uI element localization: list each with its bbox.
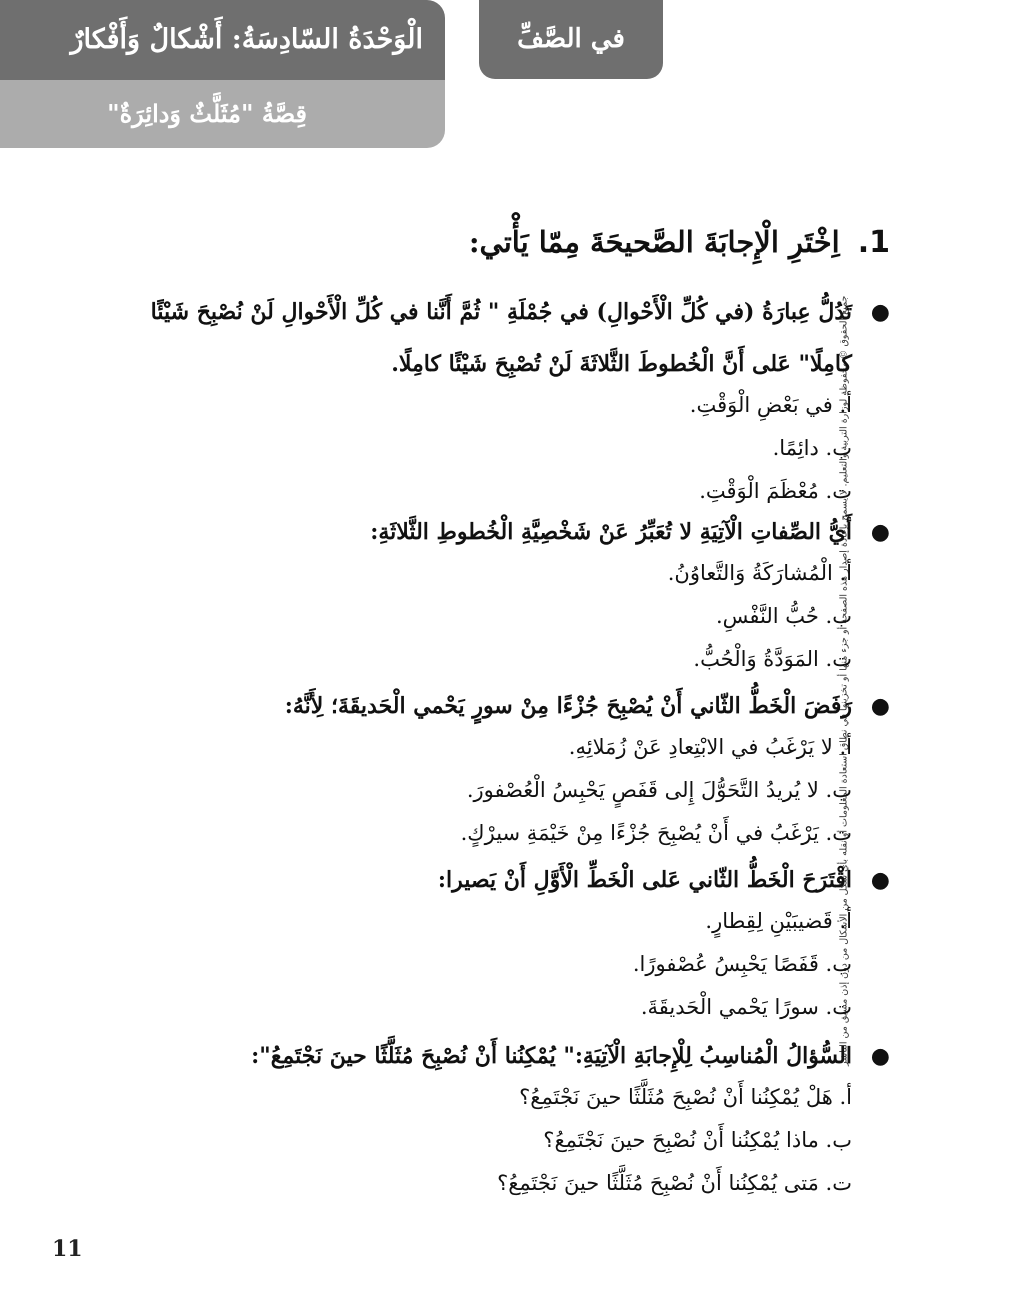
story-title-tab [0, 80, 445, 148]
mcq-item-3 [132, 686, 890, 855]
item-stem: ● أَيُّ الصِّفاتِ الْآتِيَةِ لا تُعَبِّرُ عَنْ شَخْصِيَّةِ الْخُطوطِ الثَّلاثَةِ: [132, 512, 852, 552]
item-stem: ● اقْتَرَحَ الْخَطُّ الثّاني عَلى الْخَطِّ الْأَوَّلِ أَنْ يَصيرا: [132, 860, 852, 900]
mcq-item-1 [132, 286, 890, 513]
option-c[interactable]: ت. يَرْغَبُ في أَنْ يُصْبِحَ جُزْءًا مِنْ خَيْمَةِ سيرْكٍ. [460, 821, 852, 845]
option-c[interactable]: ت. سورًا يَحْمي الْحَديقَةَ. [640, 995, 852, 1019]
option-c[interactable]: ت. مَتى يُمْكِنُنا أَنْ نُصْبِحَ مُثَلَّثًا حينَ نَجْتَمِعُ؟ [497, 1171, 852, 1195]
class-tab [479, 0, 663, 79]
question-title-text: اِخْتَرِ الْإِجابَةَ الصَّحيحَةَ مِمّا يَأْتي: [468, 225, 840, 259]
option-b[interactable]: ب. ماذا يُمْكِنُنا أَنْ نُصْبِحَ حينَ نَجْتَمِعُ؟ [543, 1128, 852, 1152]
unit-title: الْوَحْدَةُ السّادِسَةُ: أَشْكالٌ وَأَفْكارٌ [70, 24, 423, 55]
option-c[interactable]: ت. المَوَدَّةُ وَالْحُبُّ. [693, 647, 852, 671]
mcq-item-5 [132, 1036, 890, 1205]
mcq-item-2 [132, 512, 890, 681]
option-b[interactable]: ب. حُبُّ النَّفْسِ. [715, 604, 852, 628]
item-stem-line1: تَدُلُّ عِبارَةُ (في كُلِّ الْأَحْوالِ) في جُمْلَةِ " ثُمَّ أَنَّنا في كُلِّ الْأَحْوالِ لَنْ نُصْبِحَ شَيْئًا [150, 299, 852, 325]
item-stem-line2: كامِلًا" عَلى أَنَّ الْخُطوطَ الثَّلاثَةَ لَنْ تُصْبِحَ شَيْئًا كامِلًا. [391, 351, 852, 377]
bullet-icon: ● [870, 1043, 890, 1069]
page-number: 11 [52, 1236, 83, 1262]
bullet-icon: ● [870, 693, 890, 719]
item-stem: ● رَفَضَ الْخَطُّ الثّاني أَنْ يُصْبِحَ جُزْءًا مِنْ سورٍ يَحْمي الْحَديقَةَ؛ لِأَنَّهُ: [132, 686, 852, 726]
option-b[interactable]: ب. قَفَصًا يَحْبِسُ عُصْفورًا. [632, 952, 852, 976]
story-title: قِصَّةُ "مُثَلَّثٌ وَدائِرَةٌ" [107, 99, 307, 128]
unit-title-tab [0, 0, 445, 80]
option-a[interactable]: أ. هَلْ يُمْكِنُنا أَنْ نُصْبِحَ مُثَلَّثًا حينَ نَجْتَمِعُ؟ [519, 1085, 852, 1109]
option-a[interactable]: أ. قَضيبَيْنِ لِقِطارٍ. [705, 909, 852, 933]
bullet-icon: ● [870, 519, 890, 545]
copyright-note: جميع الحقوق © محفوظة لوزارة التربية والتعليم. لا يسمح بإعادة إصدار هذه الصفحة أو جزء منها أو تخزينها في نطاق استعادة المعلومات أو نقله بأي شكل من الأشكال من دون إذن مسبق من الناشر [838, 295, 850, 1066]
option-a[interactable]: أ. في بَعْضِ الْوَقْتِ. [689, 393, 852, 417]
question-number: 1. [857, 225, 890, 260]
option-b[interactable]: ب. لا يُريدُ التَّحَوُّلَ إِلى قَفَصٍ يَحْبِسُ الْعُصْفورَ. [466, 778, 852, 802]
item-stem [132, 286, 890, 390]
option-a[interactable]: أ. لا يَرْغَبُ في الابْتِعادِ عَنْ زُمَلائِهِ. [568, 735, 852, 759]
option-a[interactable]: أ. الْمُشارَكَةُ وَالتَّعاوُنُ. [667, 561, 852, 585]
option-c[interactable]: ت. مُعْظَمَ الْوَقْتِ. [699, 479, 852, 503]
bullet-icon: ● [870, 299, 890, 325]
mcq-item-4 [132, 860, 890, 1029]
bullet-icon: ● [870, 867, 890, 893]
item-stem: ● السُّؤالُ الْمُناسِبُ لِلْإِجابَةِ الْآتِيَةِ:" يُمْكِنُنا أَنْ نُصْبِحَ مُثَلَّثًا حينَ نَجْتَمِعُ": [132, 1036, 852, 1076]
question-title [100, 216, 890, 269]
class-tab-label: في الصَّفِّ [517, 24, 625, 54]
option-b[interactable]: ب. دائِمًا. [772, 436, 852, 460]
